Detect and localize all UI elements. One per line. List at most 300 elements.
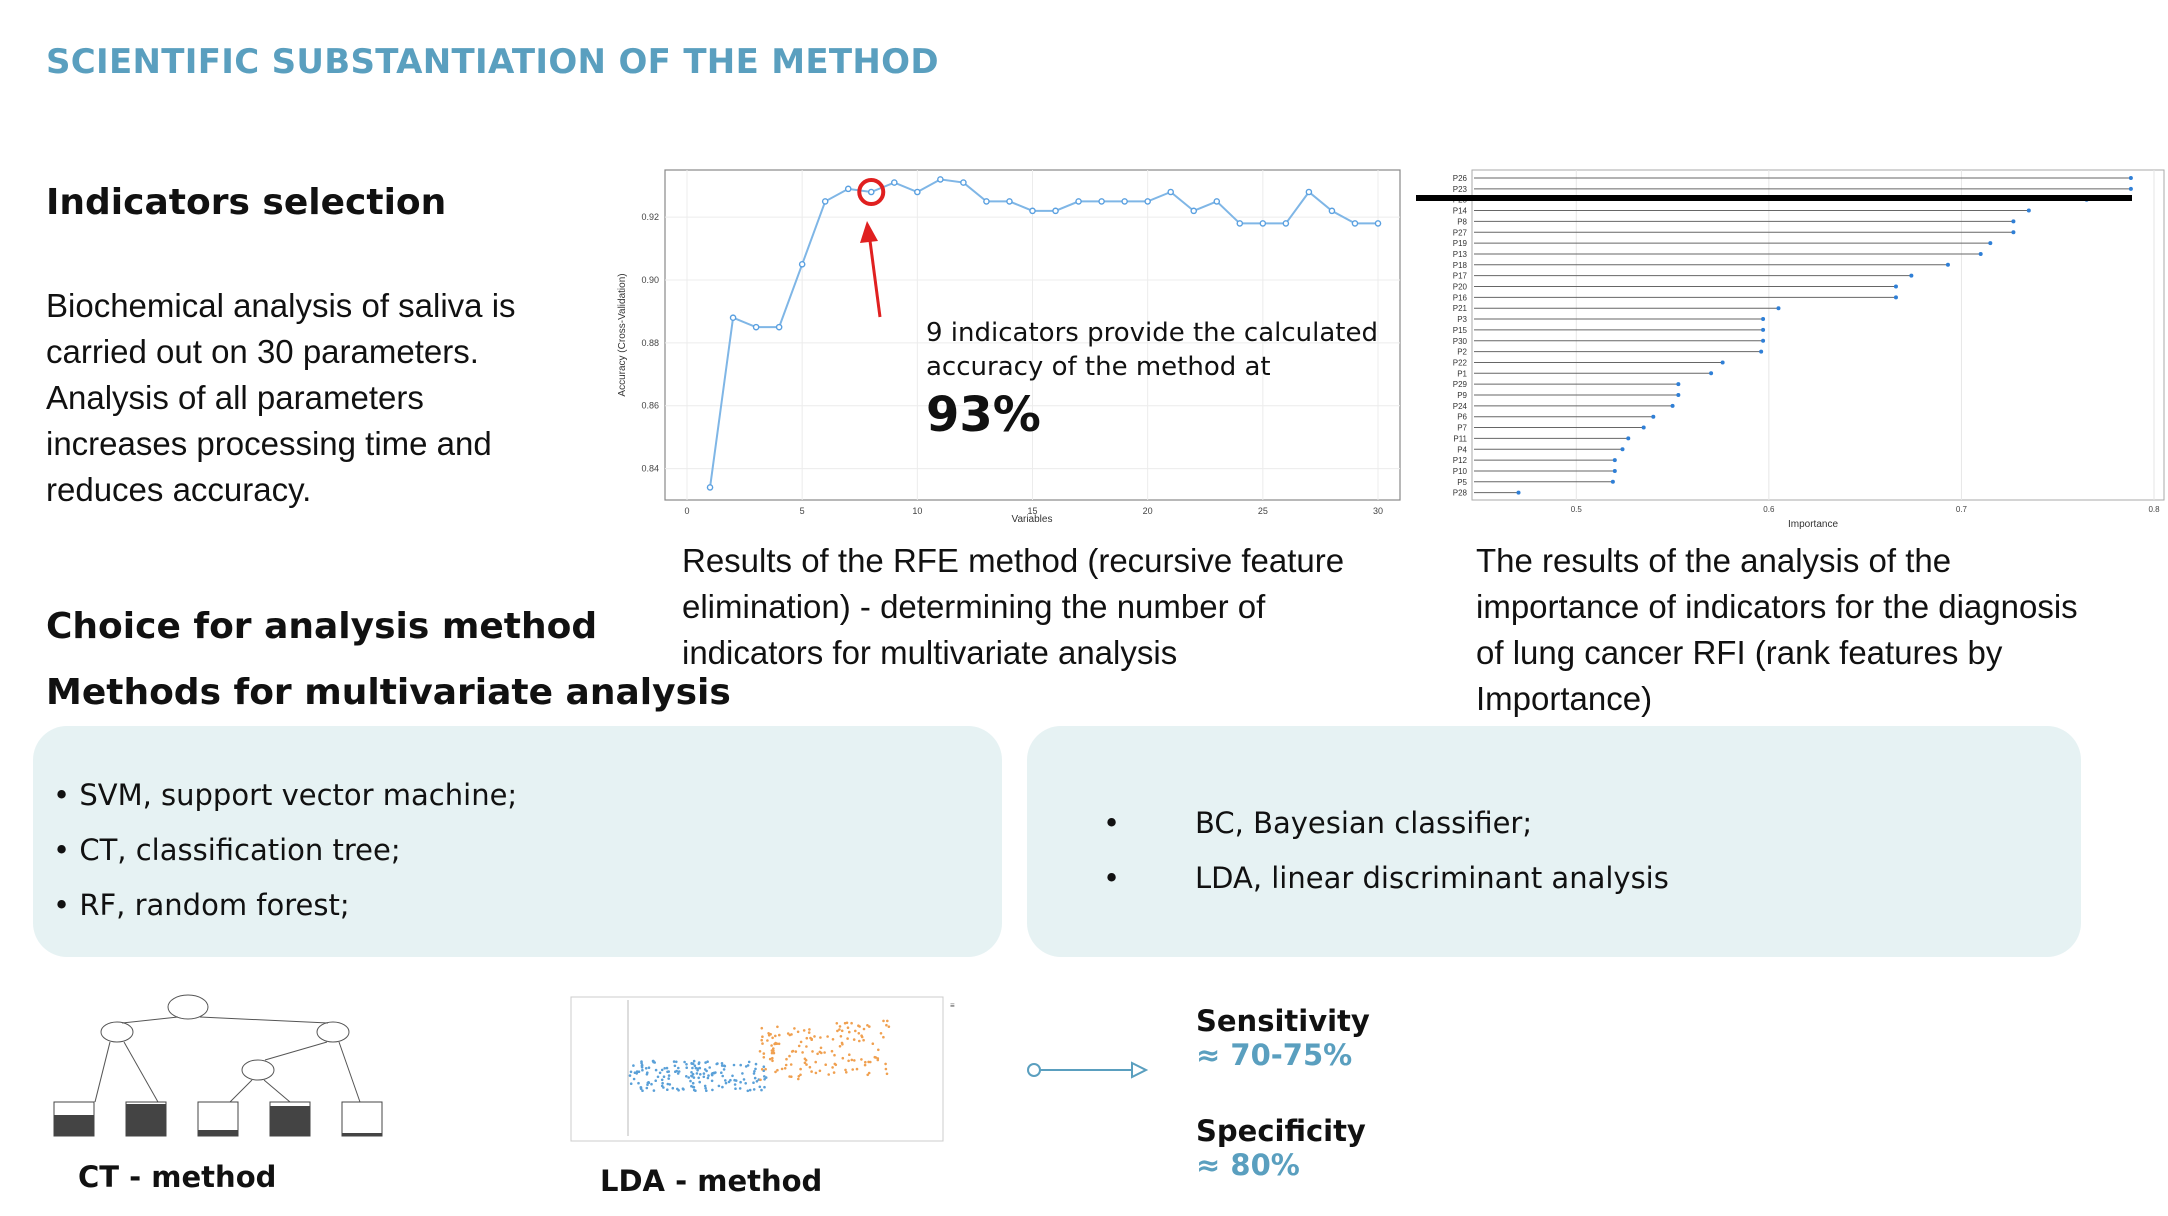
lda-point (703, 1076, 706, 1079)
lda-point (845, 1071, 848, 1074)
lda-point (868, 1072, 871, 1075)
description-line: Analysis of all parameters (46, 379, 424, 416)
lda-point (819, 1036, 822, 1039)
lda-point (798, 1045, 801, 1048)
lda-point (810, 1038, 813, 1041)
lda-point (820, 1052, 823, 1055)
lda-point (823, 1051, 826, 1054)
caption-line: indicators for multivariate analysis (682, 634, 1178, 671)
lda-point (763, 1075, 766, 1078)
lda-point (630, 1071, 633, 1074)
lda-point (834, 1063, 837, 1066)
lda-point (685, 1075, 688, 1078)
lda-point (761, 1027, 764, 1030)
lda-point (872, 1042, 875, 1045)
rfe-point (1352, 221, 1357, 226)
method-item (1103, 851, 2081, 906)
specificity-label: Specificity (1196, 1114, 1366, 1148)
rfe-point (961, 180, 966, 185)
lda-point (661, 1082, 664, 1085)
lda-point (882, 1036, 885, 1039)
rfi-category-label: P9 (1457, 391, 1467, 400)
lda-point (864, 1061, 867, 1064)
lda-point (827, 1073, 830, 1076)
method-item (1103, 796, 2081, 851)
rfi-point (1676, 382, 1680, 386)
lda-point (836, 1022, 839, 1025)
bullet: • (1103, 861, 1121, 895)
sensitivity-value: ≈ 70-75% (1196, 1038, 1353, 1072)
lda-point (641, 1089, 644, 1092)
lda-point (847, 1060, 850, 1063)
ct-tree-image (40, 990, 410, 1140)
rfe-x-tick-label: 25 (1257, 506, 1268, 516)
lda-point (693, 1060, 696, 1063)
rfi-category-label: P10 (1452, 466, 1467, 476)
rfe-point (938, 177, 943, 182)
lda-point (793, 1027, 796, 1030)
lda-point (760, 1089, 763, 1092)
lda-point (674, 1065, 677, 1068)
lda-point (704, 1087, 707, 1090)
lda-point (797, 1031, 800, 1034)
lda-point (771, 1052, 774, 1055)
lda-point (705, 1089, 708, 1092)
lda-point (677, 1089, 680, 1092)
lda-point (805, 1045, 808, 1048)
lda-point (820, 1047, 823, 1050)
lda-point (799, 1068, 802, 1071)
lda-point (785, 1064, 788, 1067)
lda-point (763, 1078, 766, 1081)
lda-point (753, 1088, 756, 1091)
rfi-category-label: P28 (1452, 488, 1467, 498)
lda-point (708, 1066, 711, 1069)
lda-point (650, 1083, 653, 1086)
lda-point (675, 1070, 678, 1073)
lda-point (636, 1070, 639, 1073)
lda-point (693, 1076, 696, 1079)
lda-point (866, 1024, 869, 1027)
lda-point (774, 1035, 777, 1038)
lda-point (844, 1069, 847, 1072)
lda-point (886, 1020, 889, 1023)
rfi-point (2011, 230, 2015, 234)
rfi-category-label: P19 (1452, 239, 1467, 249)
lda-point (763, 1065, 766, 1068)
lda-point (854, 1030, 857, 1033)
rfe-x-tick-label: 20 (1142, 506, 1153, 516)
lda-point (851, 1059, 854, 1062)
rfe-point (984, 199, 989, 204)
lda-point (856, 1068, 859, 1071)
lda-point (785, 1058, 788, 1061)
lda-point (848, 1031, 851, 1034)
method-item-text: LDA, linear discriminant analysis (1195, 861, 1669, 895)
rfi-category-label: P21 (1452, 304, 1467, 314)
caption-line: importance of indicators for the diagnosis (1476, 588, 2078, 625)
lda-point (698, 1081, 701, 1084)
lda-point (645, 1067, 648, 1070)
rfe-point (846, 186, 851, 191)
rfi-category-label: P20 (1452, 282, 1467, 292)
rfi-category-label: P23 (1452, 184, 1467, 194)
rfi-point (1946, 263, 1950, 267)
lda-point (808, 1031, 811, 1034)
rfe-x-tick-label: 5 (799, 506, 805, 516)
rfe-point (1053, 208, 1058, 213)
rfi-point (1621, 447, 1625, 451)
lda-point (666, 1067, 669, 1070)
lda-point (704, 1061, 707, 1064)
lda-point (704, 1068, 707, 1071)
rfi-category-label: P18 (1452, 260, 1467, 270)
lda-point (661, 1069, 664, 1072)
rfi-point (1776, 306, 1780, 310)
rfi-x-tick-label: 0.5 (1570, 505, 1582, 514)
rfe-x-tick-label: 0 (684, 506, 690, 516)
rfi-point (2027, 209, 2031, 213)
lda-point (661, 1085, 664, 1088)
lda-point (860, 1058, 863, 1061)
lda-point (632, 1064, 635, 1067)
annotation-line: 9 indicators provide the calculated (926, 318, 1378, 348)
lda-point (781, 1068, 784, 1071)
rfi-point (1761, 339, 1765, 343)
lda-point (714, 1071, 717, 1074)
lda-point (637, 1082, 640, 1085)
rfi-point (2129, 187, 2133, 191)
ct-method-label: CT - method (78, 1160, 277, 1194)
rfe-point (1260, 221, 1265, 226)
rfe-x-axis-label: Variables (1011, 514, 1053, 525)
lda-point (774, 1042, 777, 1045)
lda-point (776, 1069, 779, 1072)
results-connector (1022, 1058, 1152, 1082)
lda-point (847, 1026, 850, 1029)
lda-point (885, 1024, 888, 1027)
rfi-x-axis-label: Importance (1787, 519, 1839, 530)
lda-point (749, 1089, 752, 1092)
caption-line: The results of the analysis of the (1476, 542, 1952, 579)
lda-point (663, 1075, 666, 1078)
lda-point (815, 1072, 818, 1075)
rfi-point (1759, 350, 1763, 354)
lda-legend-mark: ≡ (950, 1001, 955, 1010)
lda-point (884, 1063, 887, 1066)
lda-point (833, 1071, 836, 1074)
lda-point (885, 1068, 888, 1071)
rfe-annotation (926, 316, 1378, 446)
lda-point (694, 1089, 697, 1092)
rfe-y-tick-label: 0.92 (641, 212, 659, 223)
rfi-point (1671, 404, 1675, 408)
lda-point (748, 1061, 751, 1064)
lda-point (692, 1082, 695, 1085)
specificity-value: ≈ 80% (1196, 1148, 1300, 1182)
lda-point (803, 1029, 806, 1032)
rfi-x-tick-label: 0.7 (1955, 505, 1967, 514)
rfi-point (1613, 469, 1617, 473)
rfi-x-ticks (1571, 505, 2160, 514)
lda-point (724, 1065, 727, 1068)
rfi-category-label: P14 (1452, 206, 1467, 216)
lda-point (842, 1057, 845, 1060)
lda-point (809, 1066, 812, 1069)
rfe-y-tick-label: 0.90 (641, 275, 659, 285)
lda-point (858, 1025, 861, 1028)
rfe-point (1283, 221, 1288, 226)
lda-point (725, 1082, 728, 1085)
lda-point (734, 1083, 737, 1086)
lda-point (646, 1071, 649, 1074)
lda-point (759, 1086, 762, 1089)
lda-point (721, 1062, 724, 1065)
lda-point (833, 1054, 836, 1057)
lda-point (790, 1063, 793, 1066)
rfi-category-label: P3 (1457, 315, 1467, 325)
lda-point (729, 1079, 732, 1082)
lda-point (759, 1079, 762, 1082)
rfi-category-label: P6 (1457, 412, 1467, 422)
lda-point (652, 1060, 655, 1063)
description-line: reduces accuracy. (46, 471, 312, 508)
rfe-point (1214, 199, 1219, 204)
rfi-caption (1476, 538, 2078, 722)
lda-point (694, 1064, 697, 1067)
rfi-point (1642, 426, 1646, 430)
lda-point (813, 1035, 816, 1038)
rfi-category-label: P24 (1452, 401, 1467, 411)
lda-point (858, 1032, 861, 1035)
rfi-category-label: P30 (1452, 336, 1467, 346)
rfe-point (1076, 199, 1081, 204)
lda-method-label: LDA - method (600, 1164, 823, 1198)
rfi-category-label: P16 (1452, 293, 1467, 303)
lda-point (831, 1050, 834, 1053)
caption-line: of lung cancer RFI (rank features by (1476, 634, 2003, 671)
lda-point (673, 1060, 676, 1063)
lda-point (753, 1070, 756, 1073)
lda-point (696, 1069, 699, 1072)
lda-point (763, 1086, 766, 1089)
rfe-point (707, 485, 712, 490)
rfe-point (869, 189, 874, 194)
indicators-heading: Indicators selection (46, 182, 447, 223)
rfi-x-tick-label: 0.6 (1763, 505, 1775, 514)
annotation-value: 93% (926, 387, 1041, 443)
lda-point (640, 1086, 643, 1089)
lda-point (682, 1087, 685, 1090)
lda-point (734, 1087, 737, 1090)
lda-point (711, 1089, 714, 1092)
rfe-point (1122, 199, 1127, 204)
lda-point (805, 1059, 808, 1062)
lda-point (858, 1040, 861, 1043)
lda-point (745, 1065, 748, 1068)
rfi-point (1517, 491, 1521, 495)
lda-point (864, 1064, 867, 1067)
lda-point (867, 1061, 870, 1064)
rfi-point (1979, 252, 1983, 256)
lda-point (690, 1071, 693, 1074)
lda-point (657, 1076, 660, 1079)
lda-point (771, 1037, 774, 1040)
method-item-text: BC, Bayesian classifier; (1195, 806, 1533, 840)
annotation-line: accuracy of the method at (926, 352, 1271, 382)
lda-point (791, 1050, 794, 1053)
lda-point (776, 1026, 779, 1029)
methods-panel-right (1027, 726, 2081, 957)
lda-point (771, 1049, 774, 1052)
lda-point (838, 1028, 841, 1031)
method-item: • CT, classification tree; (53, 833, 401, 867)
lda-point (703, 1072, 706, 1075)
rfe-x-tick-label: 10 (912, 506, 923, 516)
lda-point (839, 1045, 842, 1048)
description-line: carried out on 30 parameters. (46, 333, 479, 370)
lda-point (795, 1050, 798, 1053)
lda-point (888, 1025, 891, 1028)
lda-point (659, 1072, 662, 1075)
rfe-y-tick-label: 0.88 (641, 337, 659, 348)
lda-point (739, 1087, 742, 1090)
lda-point (704, 1085, 707, 1088)
rfe-y-tick-label: 0.84 (641, 463, 659, 474)
rfi-point (1626, 436, 1630, 440)
lda-point (724, 1079, 727, 1082)
rfe-y-tick-label: 0.86 (641, 400, 659, 411)
lda-point (787, 1032, 790, 1035)
lda-point (731, 1075, 734, 1078)
rfi-point (1676, 393, 1680, 397)
lda-point (764, 1068, 767, 1071)
lda-point (666, 1088, 669, 1091)
metrics-block (1196, 1004, 1370, 1182)
lda-point (718, 1085, 721, 1088)
lda-point (720, 1071, 723, 1074)
lda-point (753, 1072, 756, 1075)
lda-point (629, 1074, 632, 1077)
lda-point (769, 1058, 772, 1061)
description-line: Biochemical analysis of saliva is (46, 287, 516, 324)
rfi-category-label: P22 (1452, 358, 1467, 368)
rfe-point (730, 315, 735, 320)
rfi-point (1721, 360, 1725, 364)
lda-point (851, 1068, 854, 1071)
rfe-point (1237, 221, 1242, 226)
lda-point (648, 1066, 651, 1069)
rfi-x-tick-label: 0.8 (2148, 505, 2160, 514)
lda-point (711, 1080, 714, 1083)
lda-point (668, 1074, 671, 1077)
lda-point (654, 1079, 657, 1082)
lda-point (754, 1077, 757, 1080)
lda-point (804, 1062, 807, 1065)
lda-point (697, 1077, 700, 1080)
lda-point (721, 1064, 724, 1067)
lda-point (767, 1032, 770, 1035)
lda-point (733, 1079, 736, 1082)
rfe-point (754, 325, 759, 330)
lda-point (863, 1028, 866, 1031)
lda-point (811, 1050, 814, 1053)
rfe-x-tick-label: 15 (1027, 506, 1038, 516)
lda-point (760, 1039, 763, 1042)
lda-point (841, 1043, 844, 1046)
lda-point (886, 1073, 889, 1076)
rfe-point (800, 262, 805, 267)
lda-point (882, 1020, 885, 1023)
lda-point (661, 1079, 664, 1082)
lda-point (819, 1070, 822, 1073)
lda-point (848, 1053, 851, 1056)
lda-point (747, 1090, 750, 1093)
lda-point (831, 1066, 834, 1069)
lda-point (739, 1081, 742, 1084)
lda-point (766, 1039, 769, 1042)
lda-point (687, 1076, 690, 1079)
lda-point (810, 1070, 813, 1073)
sensitivity-label: Sensitivity (1196, 1004, 1370, 1038)
lda-point (677, 1067, 680, 1070)
lda-scatter-image (570, 996, 970, 1144)
rfe-point (1329, 208, 1334, 213)
rfe-point (1007, 199, 1012, 204)
lda-point (853, 1038, 856, 1041)
lda-point (801, 1051, 804, 1054)
lda-point (721, 1086, 724, 1089)
lda-point (743, 1078, 746, 1081)
rfi-chart (1410, 165, 2168, 535)
rfe-point (892, 180, 897, 185)
lda-point (816, 1053, 819, 1056)
lda-point (761, 1068, 764, 1071)
rfe-x-tick-label: 30 (1372, 506, 1384, 516)
rfi-point (1761, 328, 1765, 332)
lda-point (808, 1028, 811, 1031)
lda-point (667, 1077, 670, 1080)
lda-point (754, 1068, 757, 1071)
rfi-category-label: P13 (1452, 249, 1467, 259)
lda-point (839, 1025, 842, 1028)
rfe-caption (682, 538, 1344, 676)
lda-point (733, 1064, 736, 1067)
lda-point (691, 1062, 694, 1065)
rfi-point (2129, 176, 2133, 180)
lda-point (778, 1034, 781, 1037)
analysis-choice-heading: Choice for analysis method (46, 606, 598, 647)
lda-point (691, 1067, 694, 1070)
lda-point (641, 1064, 644, 1067)
lda-point (814, 1061, 817, 1064)
lda-point (707, 1074, 710, 1077)
rfi-category-label: P15 (1452, 325, 1467, 335)
rfe-point (1306, 189, 1311, 194)
lda-point (763, 1056, 766, 1059)
lda-point (761, 1035, 764, 1038)
caption-line: Importance) (1476, 680, 1653, 717)
lda-point (862, 1039, 865, 1042)
lda-point (721, 1075, 724, 1078)
rfe-point (777, 325, 782, 330)
lda-point (692, 1086, 695, 1089)
rfe-point (1099, 199, 1104, 204)
lda-point (744, 1082, 747, 1085)
caption-line: Results of the RFE method (recursive feature (682, 542, 1345, 579)
lda-point (641, 1069, 644, 1072)
lda-point (685, 1066, 688, 1069)
